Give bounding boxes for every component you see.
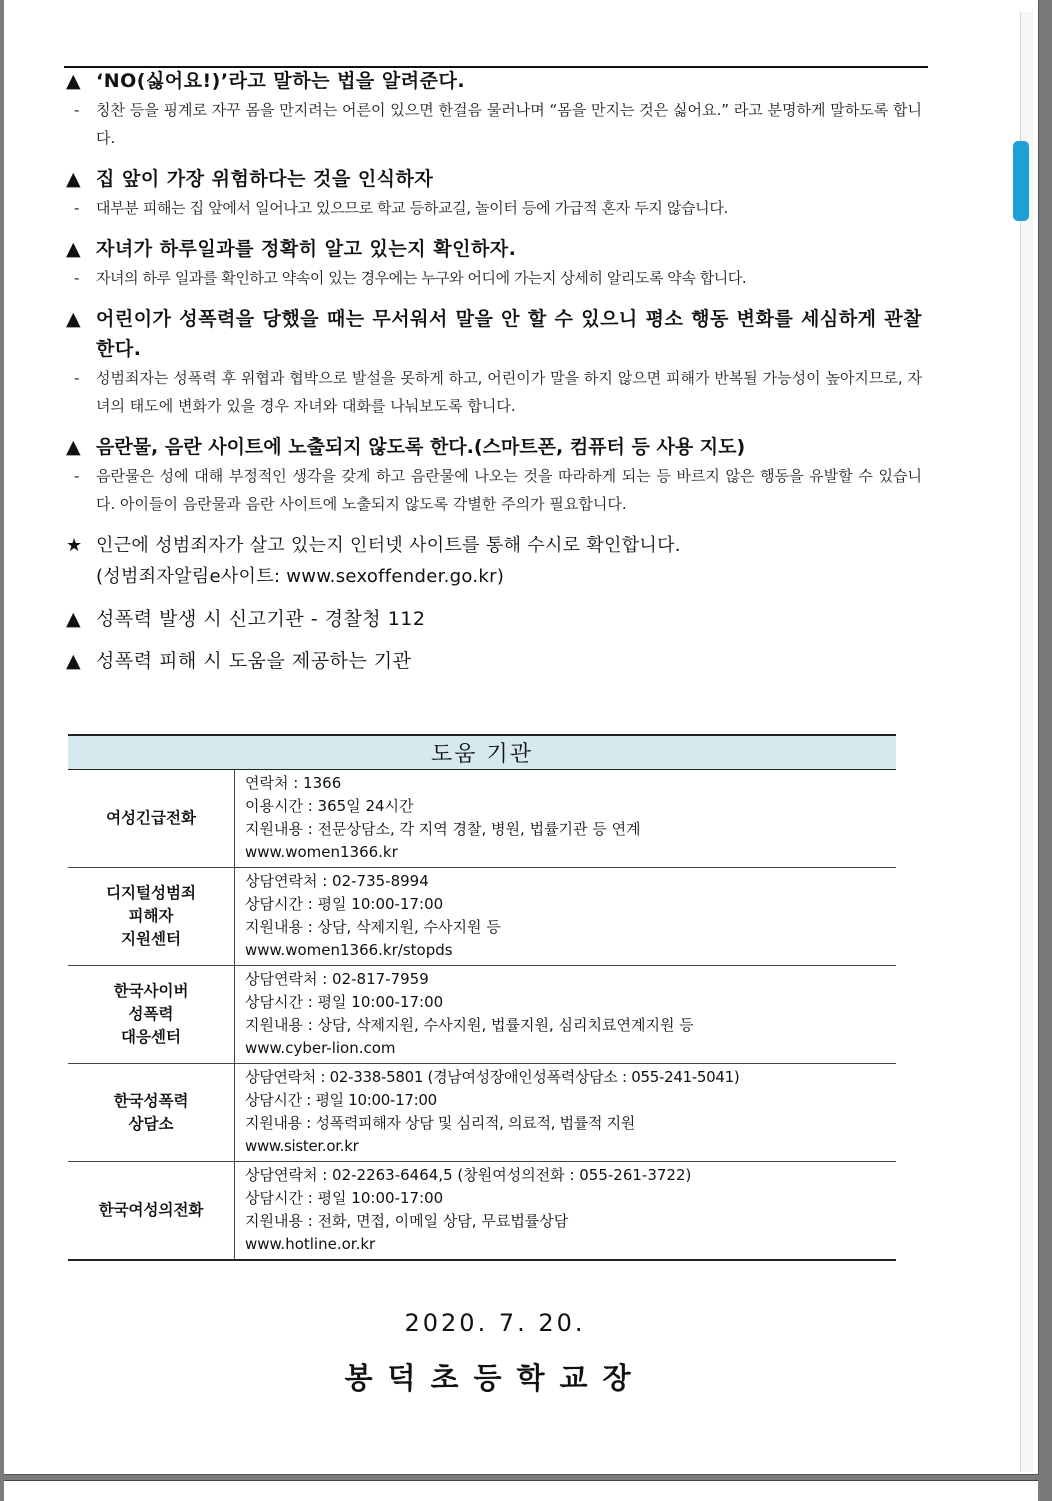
triangle-bullet-icon: ▲ bbox=[66, 608, 82, 630]
star-note: ★ 인근에 성범죄자가 살고 있는지 인터넷 사이트를 통해 수시로 확인합니다. bbox=[66, 530, 922, 561]
table-row bbox=[68, 770, 896, 868]
content-body bbox=[66, 66, 922, 676]
table-row bbox=[68, 1162, 896, 1260]
agency-name: 여성긴급전화 bbox=[68, 770, 235, 868]
help-heading: ▲ 성폭력 피해 시 도움을 제공하는 기관 bbox=[66, 646, 922, 676]
section-text: - 성범죄자는 성폭력 후 위협과 협박으로 발설을 못하게 하고, 어린이가 말을 하지 않으면 피해가 반복될 가능성이 높아지므로, 자녀의 태도에 변화가 있을 경우 자녀와 대화를 나눠보도록 합니다. bbox=[74, 369, 922, 415]
triangle-bullet-icon: ▲ bbox=[66, 308, 82, 330]
section-text: - 자녀의 하루 일과를 확인하고 약속이 있는 경우에는 누구와 어디에 가는지 상세히 알리도록 약속 합니다. bbox=[74, 269, 747, 287]
section-heading: ▲ 어린이가 성폭력을 당했을 때는 무서워서 말을 안 할 수 있으니 평소 행동 변화를 세심하게 관찰한다. bbox=[66, 304, 922, 364]
agency-name: 디지털성범죄 피해자 지원센터 bbox=[68, 868, 235, 966]
table-row bbox=[68, 966, 896, 1064]
table-row bbox=[68, 868, 896, 966]
principal-signature: 봉덕초등학교장 bbox=[344, 1361, 646, 1395]
section-text: - 칭찬 등을 핑계로 자꾸 몸을 만지려는 어른이 있으면 한걸음 물러나며 “몸을 만지는 것은 싫어요.” 라고 분명하게 말하도록 합니다. bbox=[74, 101, 922, 147]
agency-info: 상담연락처 : 02-817-7959 상담시간 : 평일 10:00-17:00 지원내용 : 상담, 삭제지원, 수사지원, 법률지원, 심리치료연계지원 등 www.cyber-lion.com bbox=[235, 966, 897, 1064]
agency-name: 한국여성의전화 bbox=[68, 1162, 235, 1260]
section-text: - 음란물은 성에 대해 부정적인 생각을 갖게 하고 음란물에 나오는 것을 따라하게 되는 등 바르지 않은 행동을 유발할 수 있습니다. 아이들이 음란물과 음란 사이트에 노출되지 않도록 각별한 주의가 필요합니다. bbox=[74, 467, 922, 513]
help-agencies-table bbox=[68, 734, 896, 1261]
section-heading: ▲ 집 앞이 가장 위험하다는 것을 인식하자 bbox=[66, 164, 922, 194]
triangle-bullet-icon: ▲ bbox=[66, 238, 82, 260]
triangle-bullet-icon: ▲ bbox=[66, 650, 82, 672]
agency-info: 상담연락처 : 02-735-8994 상담시간 : 평일 10:00-17:00 지원내용 : 상담, 삭제지원, 수사지원 등 www.women1366.kr/stopds bbox=[235, 868, 897, 966]
triangle-bullet-icon: ▲ bbox=[66, 436, 81, 458]
star-bullet-icon: ★ bbox=[66, 535, 83, 556]
agency-info: 상담연락처 : 02-338-5801 (경남여성장애인성폭력상담소 : 055-241-5041) 상담시간 : 평일 10:00-17:00 지원내용 : 성폭력피해자 상담 및 심리적, 의료적, 법률적 지원 www.sister.or.kr bbox=[235, 1064, 897, 1162]
section-text: - 대부분 피해는 집 앞에서 일어나고 있으므로 학교 등하교길, 놀이터 등에 가급적 혼자 두지 않습니다. bbox=[74, 199, 728, 217]
scroll-track[interactable] bbox=[1020, 12, 1033, 1472]
report-line: ▲ 성폭력 발생 시 신고기관 - 경찰청 112 bbox=[66, 604, 922, 634]
document-date: 2020. 7. 20. bbox=[404, 1309, 586, 1337]
triangle-bullet-icon: ▲ bbox=[66, 168, 82, 190]
sexoffender-site: (성범죄자알림e사이트: www.sexoffender.go.kr) bbox=[96, 566, 505, 587]
next-page-edge bbox=[4, 1480, 1038, 1501]
table-row bbox=[68, 1064, 896, 1162]
triangle-bullet-icon: ▲ bbox=[66, 70, 82, 92]
agency-name: 한국사이버 성폭력 대응센터 bbox=[68, 966, 235, 1064]
scrollbar-thumb[interactable] bbox=[1013, 141, 1029, 221]
agency-name: 한국성폭력 상담소 bbox=[68, 1064, 235, 1162]
agency-info: 상담연락처 : 02-2263-6464,5 (창원여성의전화 : 055-261-3722) 상담시간 : 평일 10:00-17:00 지원내용 : 전화, 면접, 이메일 상담, 무료법률상담 www.hotline.or.kr bbox=[235, 1162, 897, 1260]
agency-info: 연락처 : 1366 이용시간 : 365일 24시간 지원내용 : 전문상담소, 각 지역 경찰, 병원, 법률기관 등 연계 www.women1366.kr bbox=[235, 770, 897, 868]
section-heading: ▲ 음란물, 음란 사이트에 노출되지 않도록 한다.(스마트폰, 컴퓨터 등 사용 지도) bbox=[66, 432, 922, 462]
section-heading: ▲ 자녀가 하루일과를 정확히 알고 있는지 확인하자. bbox=[66, 234, 922, 264]
section-heading: ▲ ‘NO(싫어요!)’라고 말하는 법을 알려준다. bbox=[66, 66, 922, 96]
table-title: 도움 기관 bbox=[68, 735, 896, 770]
